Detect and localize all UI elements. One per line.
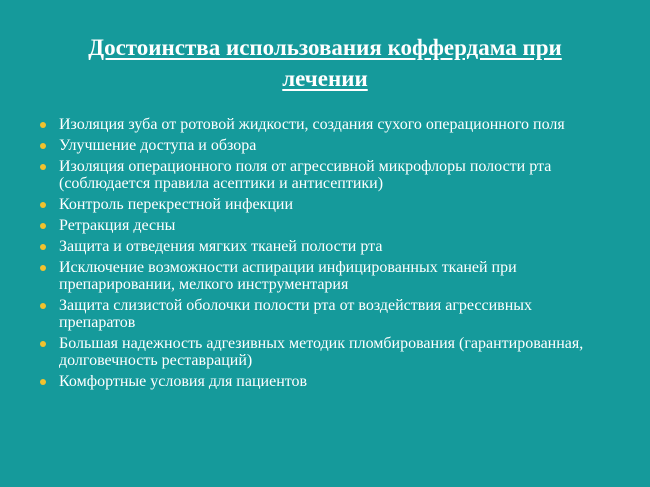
list-item — [38, 297, 603, 331]
list-item — [38, 196, 603, 213]
title-line-2 — [40, 63, 610, 94]
slide-title — [40, 32, 610, 94]
round-bullet-icon — [40, 244, 46, 250]
round-bullet-icon — [40, 265, 46, 271]
round-bullet-icon — [40, 303, 46, 309]
list-item — [38, 116, 603, 133]
list-item — [38, 259, 603, 293]
round-bullet-icon — [40, 202, 46, 208]
list-item — [38, 335, 603, 369]
round-bullet-icon — [40, 164, 46, 170]
round-bullet-icon — [40, 341, 46, 347]
list-item — [38, 137, 603, 154]
list-item-text: Ретракция десны — [59, 217, 176, 234]
list-item-text: Исключение возможности аспирации инфицированных тканей при препарировании, мелкого инструментария — [59, 259, 517, 293]
list-item-text: Большая надежность адгезивных методик пломбирования (гарантированная, долговечность реставраций) — [59, 335, 584, 369]
title-line-1 — [40, 32, 610, 63]
list-item-text: Контроль перекрестной инфекции — [59, 196, 294, 213]
title-line-1-text: Достоинства использования коффердама при — [88, 35, 562, 60]
list-item-text: Защита и отведения мягких тканей полости рта — [59, 238, 383, 255]
list-item-text: Улучшение доступа и обзора — [59, 137, 257, 154]
list-item — [38, 158, 603, 192]
round-bullet-icon — [40, 223, 46, 229]
list-item-text: Изоляция операционного поля от агрессивной микрофлоры полости рта (соблюдается правила асептики и антисептики) — [59, 158, 552, 192]
round-bullet-icon — [40, 143, 46, 149]
round-bullet-icon — [40, 379, 46, 385]
list-item — [38, 373, 603, 390]
list-item-text: Защита слизистой оболочки полости рта от воздействия агрессивных препаратов — [59, 297, 533, 331]
list-item — [38, 217, 603, 234]
list-item — [38, 238, 603, 255]
title-line-2-text: лечении — [282, 66, 368, 91]
advantages-list — [38, 116, 603, 394]
list-item-text: Комфортные условия для пациентов — [59, 373, 308, 390]
list-item-text: Изоляция зуба от ротовой жидкости, создания сухого операционного поля — [59, 116, 565, 133]
round-bullet-icon — [40, 122, 46, 128]
